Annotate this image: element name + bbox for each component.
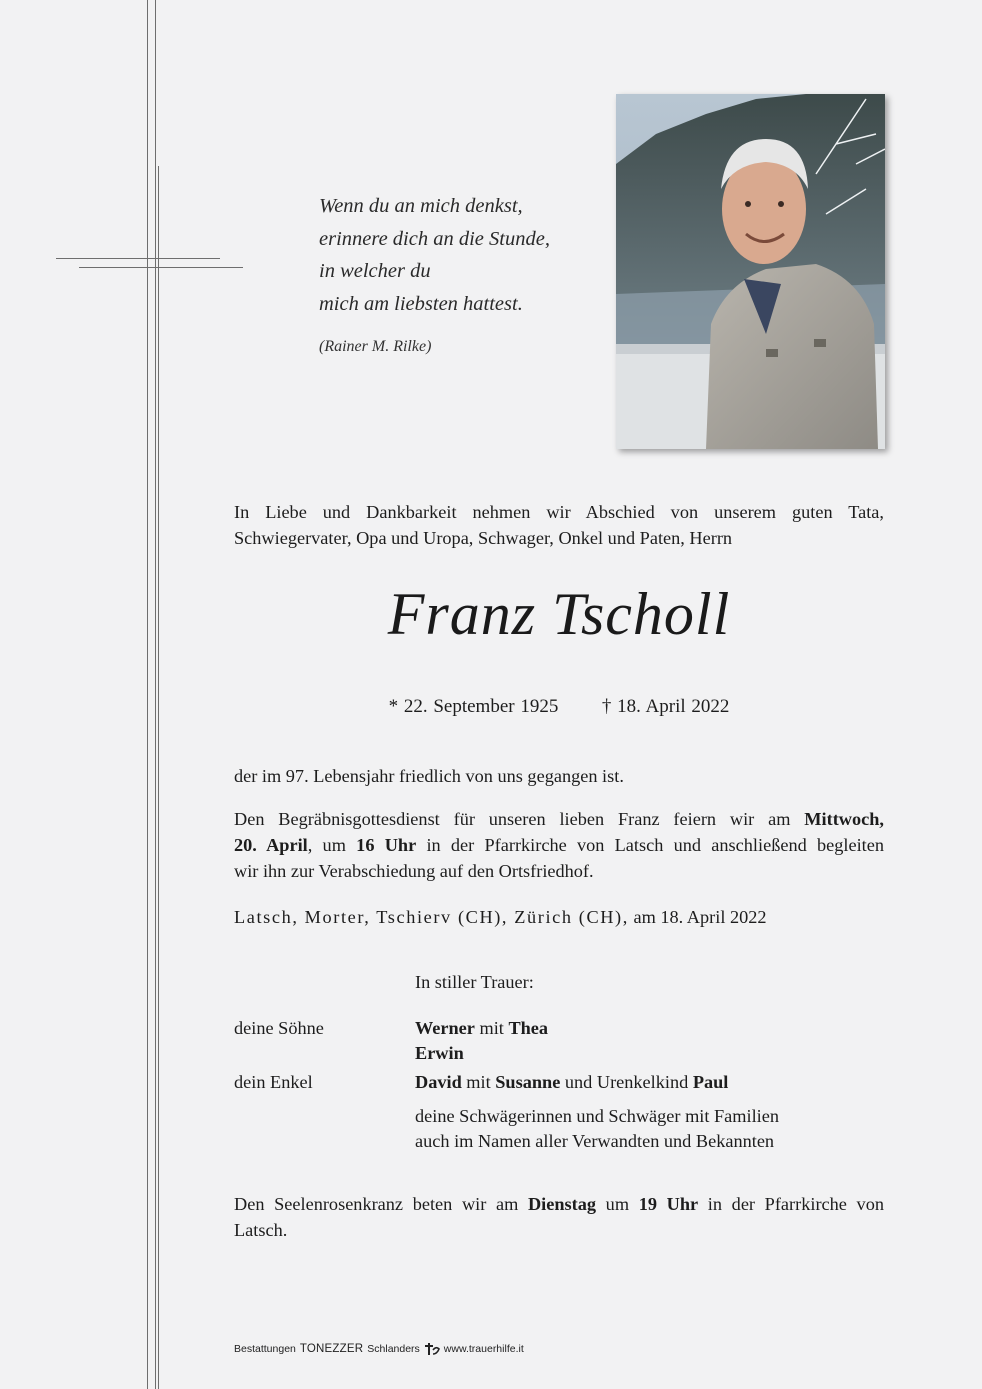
quote-line: Wenn du an mich denkst, <box>319 195 523 217</box>
portrait-image <box>616 94 885 449</box>
footer-brand: TONEZZER <box>299 1343 364 1355</box>
cross-line <box>79 267 243 268</box>
time-bold: 16 Uhr <box>356 835 417 855</box>
text: mit <box>474 1018 509 1038</box>
text: mit <box>461 1072 496 1092</box>
quote-line: erinnere dich an die Stunde, <box>319 227 550 250</box>
text: und Urenkelkind <box>560 1072 693 1092</box>
funeral-line: wir ihn zur Verabschiedung auf den Ortsfriedhof. <box>234 861 594 881</box>
text: um <box>596 1194 639 1214</box>
mourners-heading: In stiller Trauer: <box>415 972 534 992</box>
text: Den Seelenrosenkranz beten wir am <box>234 1194 528 1214</box>
date: am 18. April 2022 <box>628 907 767 927</box>
grandchild-line <box>415 1070 728 1095</box>
mourner-name: Thea <box>508 1018 549 1038</box>
text: , um <box>307 835 357 855</box>
portrait-photo <box>616 94 885 449</box>
mourner-name: Paul <box>692 1072 729 1092</box>
cross-line <box>158 166 159 1389</box>
mourner-name: David <box>415 1072 462 1092</box>
funeral-line <box>234 806 884 832</box>
sons-line <box>415 1016 548 1041</box>
places: Latsch, Morter, Tschierv (CH), Zürich (CH), <box>234 907 629 927</box>
others-line: auch im Namen aller Verwandten und Bekannten <box>415 1131 775 1151</box>
rosary-line <box>234 1191 884 1217</box>
cross-line <box>155 0 156 1389</box>
birth-date: * 22. September 1925 <box>388 696 559 717</box>
day-bold: Mittwoch, <box>804 809 884 829</box>
time-bold: 19 Uhr <box>638 1194 699 1214</box>
intro-line: In Liebe und Dankbarkeit nehmen wir Abschied von unserem guten Tata, <box>234 502 884 522</box>
quote-line: in welcher du <box>319 260 431 282</box>
footer-prefix: Bestattungen <box>234 1343 296 1355</box>
quote <box>319 190 550 320</box>
date-bold: 20. April <box>234 835 308 855</box>
sons-label: deine Söhne <box>234 1018 324 1038</box>
funeral-logo-icon <box>424 1342 440 1356</box>
day-bold: Dienstag <box>527 1194 597 1214</box>
text: in der Pfarrkirche von Latsch und anschließend begleiten <box>416 835 884 855</box>
cross-line <box>56 258 220 259</box>
quote-source: (Rainer M. Rilke) <box>319 338 432 355</box>
mourner-name: Werner <box>415 1018 475 1038</box>
place-date <box>234 907 767 928</box>
mourner-name: Susanne <box>495 1072 561 1092</box>
passing-text: der im 97. Lebensjahr friedlich von uns gegangen ist. <box>234 766 624 786</box>
deceased-name: Franz Tscholl <box>387 581 731 647</box>
intro-line: Schwiegervater, Opa und Uropa, Schwager, Onkel und Paten, Herrn <box>234 528 733 548</box>
sons-line <box>415 1041 464 1066</box>
text: in der Pfarrkirche von <box>698 1194 884 1214</box>
text: Den Begräbnisgottesdienst für unseren lieben Franz feiern wir am <box>234 809 805 829</box>
footer-town: Schlanders <box>367 1343 420 1355</box>
funeral-line <box>234 832 884 858</box>
death-date: † 18. April 2022 <box>601 696 730 717</box>
rosary-line: Latsch. <box>234 1220 288 1240</box>
life-dates <box>234 696 884 718</box>
others-line: deine Schwägerinnen und Schwäger mit Familien <box>415 1106 780 1126</box>
quote-line: mich am liebsten hattest. <box>319 292 523 315</box>
cross-line <box>147 0 148 1389</box>
grandchild-label: dein Enkel <box>234 1072 313 1092</box>
footer <box>234 1342 524 1356</box>
mourner-name: Erwin <box>415 1043 464 1063</box>
footer-url: www.trauerhilfe.it <box>443 1343 524 1355</box>
